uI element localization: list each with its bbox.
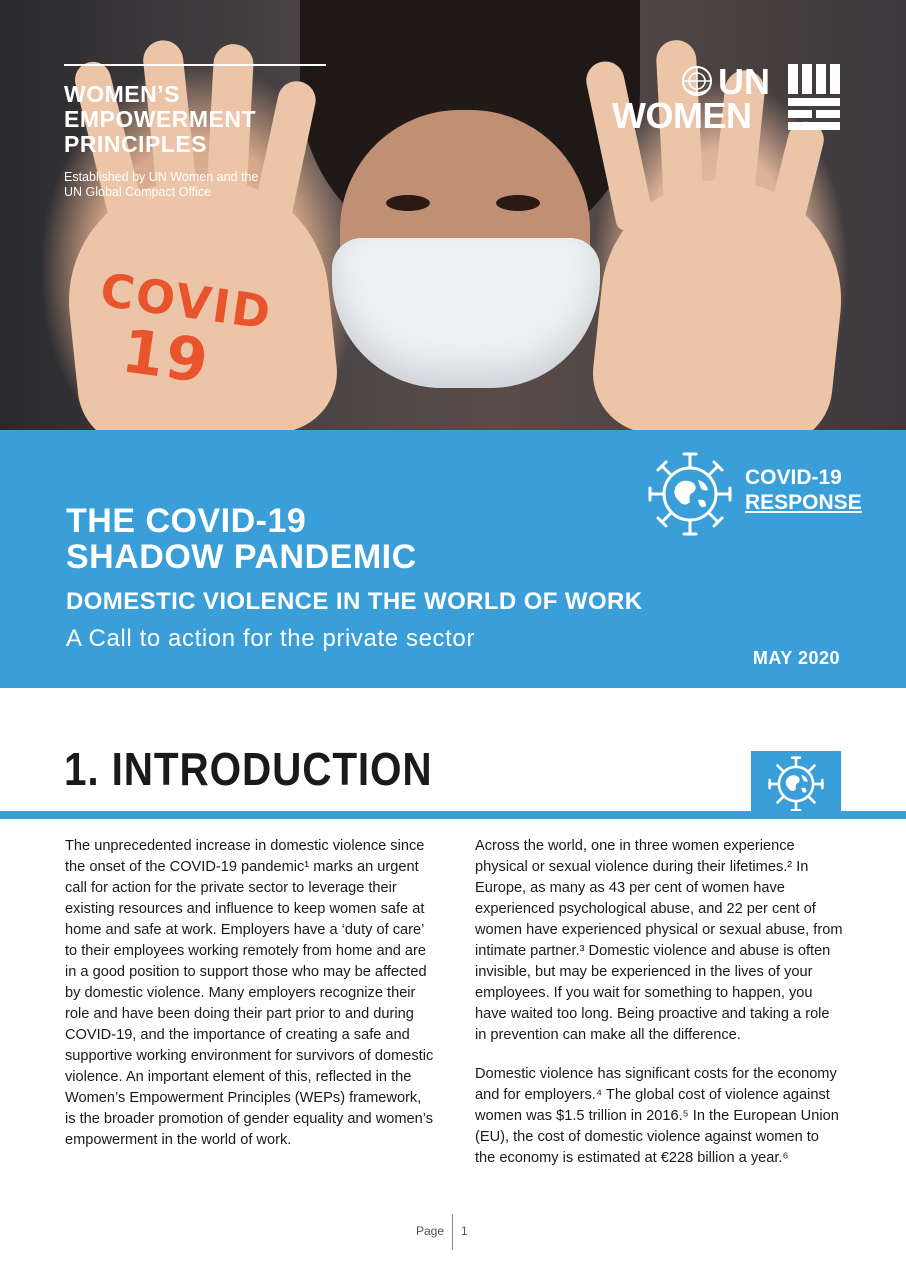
- page-divider: [452, 1214, 453, 1250]
- weps-title-line: WOMEN’S: [64, 81, 180, 107]
- weps-logo-subtitle: [64, 170, 258, 200]
- publication-date: MAY 2020: [752, 648, 840, 668]
- page-label: Page: [415, 1224, 444, 1238]
- hero-left-finger: [251, 78, 319, 233]
- page-footer: [0, 1214, 906, 1250]
- body-paragraph: Across the world, one in three women experience physical or sexual violence during their lifetimes.² In Europe, as many as 43 per cent of women have experienced psychological abuse, and 22 per cent of women have experienced physical or sexual abuse, from intimate partner.³ Domestic violence and abuse is often invisible, but may be experienced in the lives of your employees. If you wait for something to happen, you have waited too long. Being proactive and taking a role in prevention can make all the difference.: [475, 838, 843, 1043]
- document-title: [66, 503, 417, 575]
- body-paragraph: Domestic violence has significant costs for the economy and for employers.⁴ The global cost of violence against women was $1.5 trillion in 2016.⁵ In the European Union (EU), the cost of domestic violence against women to the economy is estimated at €228 billion a year.⁶: [475, 1066, 839, 1166]
- un-women-logo-women: WOMEN: [612, 95, 752, 136]
- weps-subtitle-line: UN Global Compact Office: [64, 185, 212, 199]
- section-icon-box: [751, 751, 841, 817]
- page-number: 1: [461, 1224, 468, 1238]
- document-title-line: THE COVID-19: [66, 502, 307, 540]
- virus-globe-icon: [646, 450, 734, 538]
- document-subtitle: DOMESTIC VIOLENCE IN THE WORLD OF WORK: [66, 588, 643, 615]
- un-women-logo-un: UN: [718, 61, 770, 102]
- weps-subtitle-line: Established by UN Women and the: [64, 170, 259, 184]
- section-heading: 1. INTRODUCTION: [64, 743, 433, 795]
- document-title-line: SHADOW PANDEMIC: [66, 538, 417, 576]
- covid-response-line2: RESPONSE: [745, 491, 862, 514]
- hero-photo: [0, 0, 906, 430]
- weps-title-line: EMPOWERMENT: [64, 106, 257, 132]
- weps-rule: [64, 64, 326, 66]
- document-tagline: A Call to action for the private sector: [66, 625, 475, 652]
- body-column-right: [475, 836, 843, 1169]
- hero-face-mask: [332, 238, 600, 388]
- hero-left-eye: [386, 195, 430, 211]
- virus-globe-icon: [766, 755, 826, 813]
- section-rule: [0, 811, 906, 819]
- hand-writing: [89, 261, 276, 400]
- body-column-left: [65, 836, 435, 1151]
- hand-writing-line: 19: [117, 316, 215, 398]
- un-women-grid-icon: [788, 64, 844, 130]
- weps-logo-title: [64, 82, 256, 157]
- un-emblem-icon: [680, 64, 714, 98]
- body-paragraph: The unprecedented increase in domestic violence since the onset of the COVID-19 pandemic¹ marks an urgent call for action for the private sector to leverage their existing resources and influence to keep women safe at home and safe at work. Employers have a ‘duty of care’ to their employees working remotely from home and are in a good position to support those who may be affected by domestic violence. Many employers recognize their role and have been doing their part prior to and during COVID-19, and the importance of creating a safe and supportive working environment for survivors of domestic violence. An important element of this, reflected in the Women’s Empowerment Principles (WEPs) framework, is the broader promotion of gender equality and women’s empowerment in the world of work.: [65, 838, 434, 1148]
- un-women-logo: [612, 61, 844, 136]
- weps-title-line: PRINCIPLES: [64, 131, 208, 157]
- hand-writing-line: COVID: [97, 262, 276, 341]
- hero-right-eye: [496, 195, 540, 211]
- covid-response-line1: COVID-19: [745, 466, 842, 489]
- covid-response-badge: [745, 465, 862, 515]
